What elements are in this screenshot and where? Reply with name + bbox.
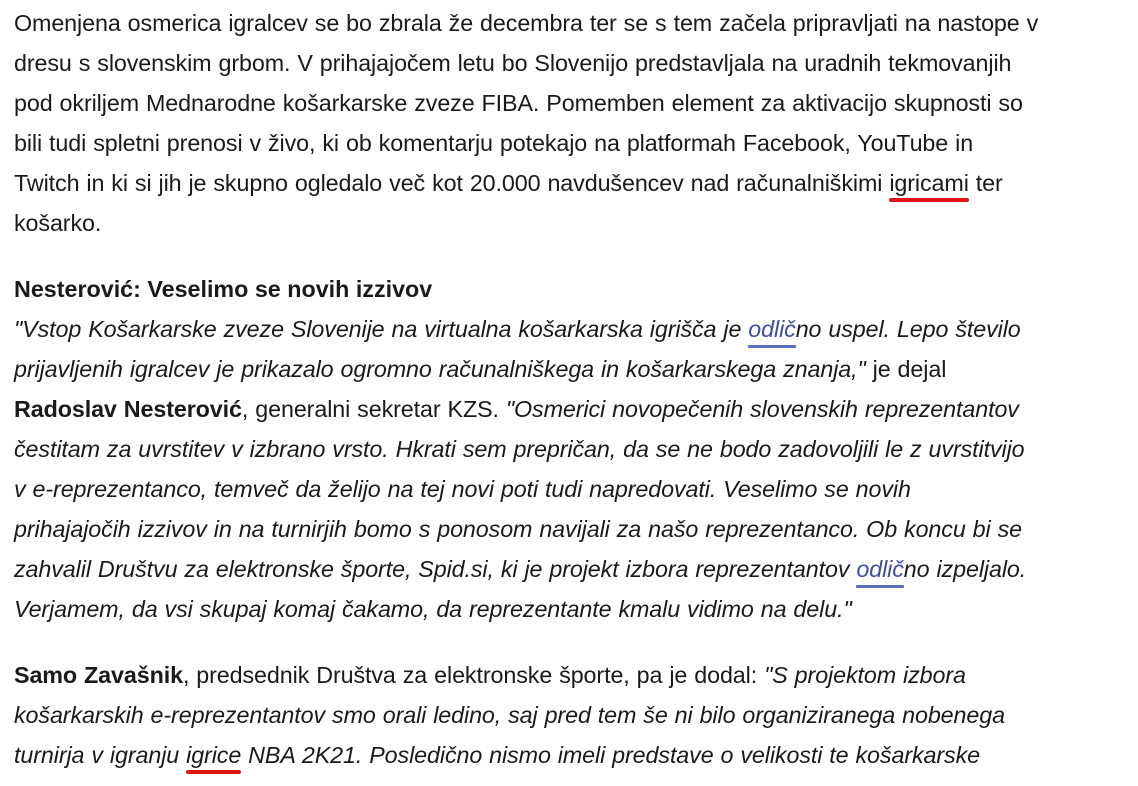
text-segment: "S projektom izbora xyxy=(764,662,966,688)
text-segment: Twitch in ki si jih je skupno ogledalo več kot 20.000 navdušencev nad računalniškimi xyxy=(14,170,890,196)
text-line xyxy=(14,735,1124,775)
text-line xyxy=(14,309,1124,349)
text-segment: no uspel. Lepo število xyxy=(795,316,1021,342)
text-segment: ter xyxy=(968,170,1003,196)
text-segment: prijavljenih igralcev je prikazalo ogromno računalniškega in košarkarskega znanja," xyxy=(14,356,866,382)
text-line: prihajajočih izzivov in na turnirjih bomo s ponosom navijali za našo reprezentanco. Ob koncu bi se xyxy=(14,516,1022,542)
section-heading: Nesterović: Veselimo se novih izzivov xyxy=(14,276,433,302)
text-line: Verjamem, da vsi skupaj komaj čakamo, da reprezentante kmalu vidimo na delu." xyxy=(14,596,852,622)
text-line xyxy=(14,163,1124,203)
person-name: Radoslav Nesterović xyxy=(14,396,242,422)
text-line: pod okriljem Mednarodne košarkarske zveze FIBA. Pomemben element za aktivacijo skupnosti so xyxy=(14,90,1023,116)
text-segment: je dejal xyxy=(865,356,947,382)
text-line xyxy=(14,389,1124,429)
inline-link-odlic[interactable]: odlič xyxy=(748,309,795,349)
text-line: košarkarskih e-reprezentantov smo orali ledino, saj pred tem še ni bilo organiziranega nobenega xyxy=(14,702,1005,728)
text-line xyxy=(14,655,1124,695)
article-body xyxy=(0,3,1138,775)
spellcheck-word[interactable]: igrice xyxy=(186,735,241,775)
text-segment: NBA 2K21. Posledično nismo imeli predstave o velikosti te košarkarske xyxy=(241,742,980,768)
text-segment: zahvalil Društvu za elektronske športe, Spid.si, ki je projekt izbora reprezentantov xyxy=(14,556,857,582)
text-line: v e-reprezentanco, temveč da želijo na tej novi poti tudi napredovati. Veselimo se novih xyxy=(14,476,911,502)
spellcheck-word[interactable]: igricami xyxy=(889,163,968,203)
person-name: Samo Zavašnik xyxy=(14,662,183,688)
paragraph-quote-zavasnik xyxy=(14,655,1124,775)
text-line: košarko. xyxy=(14,210,102,236)
text-line: dresu s slovenskim grbom. V prihajajočem letu bo Slovenijo predstavljala na uradnih tekmovanjih xyxy=(14,50,1012,76)
paragraph-intro xyxy=(14,3,1124,243)
text-line: bili tudi spletni prenosi v živo, ki ob komentarju potekajo na platformah Facebook, YouTube in xyxy=(14,130,974,156)
text-line xyxy=(14,349,1124,389)
text-segment: no izpeljalo. xyxy=(903,556,1027,582)
text-line: Omenjena osmerica igralcev se bo zbrala že decembra ter se s tem začela pripravljati na nastope v xyxy=(14,10,1039,36)
text-segment: turnirja v igranju xyxy=(14,742,187,768)
inline-link-odlic[interactable]: odlič xyxy=(856,549,903,589)
text-segment: , generalni sekretar KZS. xyxy=(241,396,506,422)
text-segment: "Osmerici novopečenih slovenskih reprezentantov xyxy=(505,396,1019,422)
text-segment: "Vstop Košarkarske zveze Slovenije na virtualna košarkarska igrišča je xyxy=(14,316,749,342)
text-line xyxy=(14,549,1124,589)
paragraph-quote-nesterovic xyxy=(14,309,1124,629)
text-line: čestitam za uvrstitev v izbrano vrsto. Hkrati sem prepričan, da se ne bodo zadovoljili le z uvrstitvijo xyxy=(14,436,1025,462)
text-segment: , predsednik Društva za elektronske športe, pa je dodal: xyxy=(182,662,765,688)
